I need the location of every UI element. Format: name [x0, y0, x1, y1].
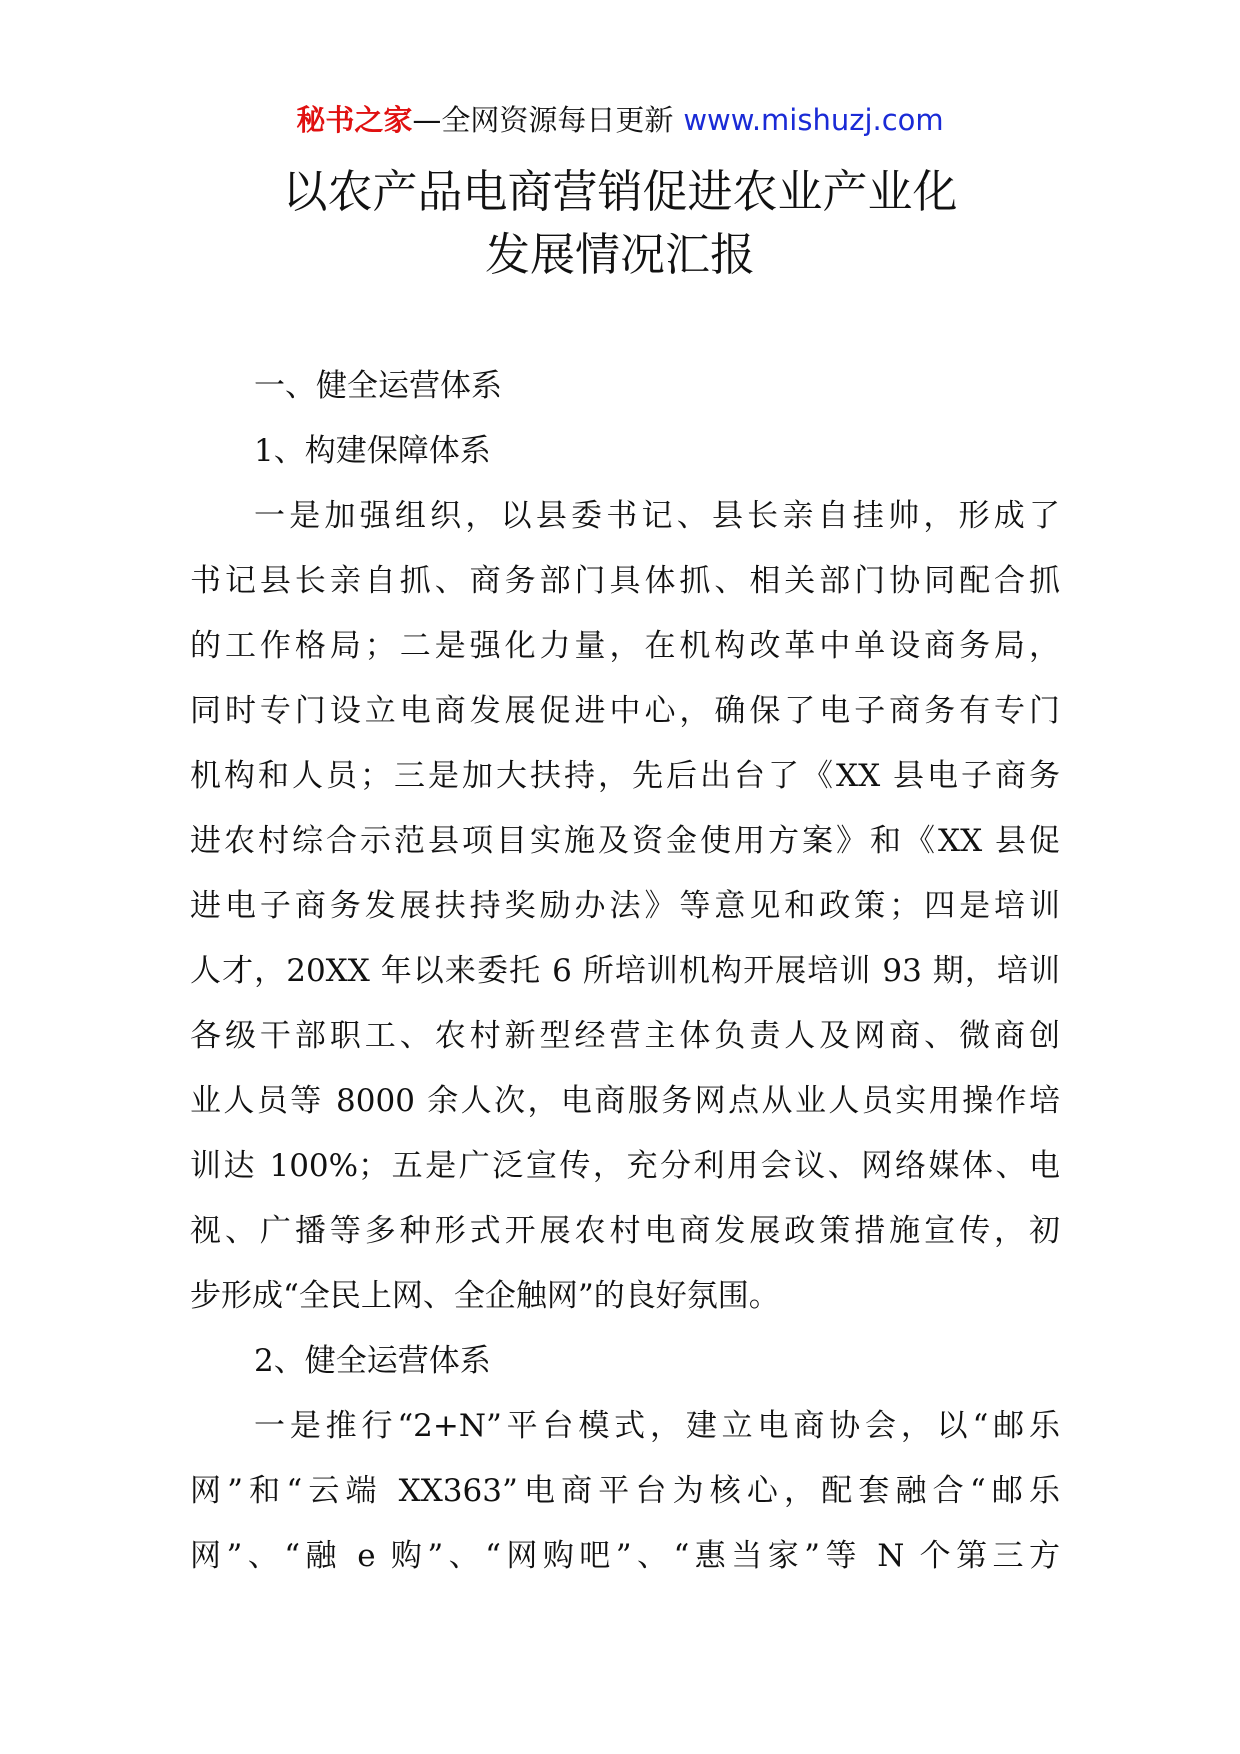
paragraph-line: 一是推行“2+N”平台模式，建立电商协会，以“邮乐 [254, 1408, 1060, 1444]
paragraph-line: 进电子商务发展扶持奖励办法》等意见和政策；四是培训 [190, 888, 1060, 924]
paragraph-line: 业人员等 8000 余人次，电商服务网点从业人员实用操作培 [190, 1083, 1060, 1119]
paragraph-line: 网”、“融 e 购”、“网购吧”、“惠当家”等 N 个第三方 [190, 1538, 1060, 1574]
paragraph-line: 一是加强组织，以县委书记、县长亲自挂帅，形成了 [254, 498, 1060, 534]
document-body [190, 354, 1060, 1589]
paragraph-line: 训达 100%；五是广泛宣传，充分利用会议、网络媒体、电 [190, 1148, 1060, 1184]
paragraph-line: 视、广播等多种形式开展农村电商发展政策措施宣传，初 [190, 1213, 1060, 1249]
section-heading: 一、健全运营体系 [254, 368, 502, 404]
site-url-link[interactable]: www.mishuzj.com [683, 103, 944, 137]
paragraph-line: 步形成“全民上网、全企触网”的良好氛围。 [190, 1278, 780, 1314]
paragraph-line: 机构和人员；三是加大扶持，先后出台了《XX 县电子商务 [190, 758, 1060, 794]
paragraph-line: 同时专门设立电商发展促进中心，确保了电子商务有专门 [190, 693, 1060, 729]
paragraph-line: 人才，20XX 年以来委托 6 所培训机构开展培训 93 期，培训 [190, 953, 1060, 989]
site-header [0, 100, 1240, 140]
subsection-heading: 1、构建保障体系 [254, 433, 491, 469]
paragraph-line: 网”和“云端 XX363”电商平台为核心，配套融合“邮乐 [190, 1473, 1060, 1509]
paragraph-line: 各级干部职工、农村新型经营主体负责人及网商、微商创 [190, 1018, 1060, 1054]
paragraph-line: 进农村综合示范县项目实施及资金使用方案》和《XX 县促 [190, 823, 1060, 859]
paragraph-line: 的工作格局；二是强化力量，在机构改革中单设商务局， [190, 628, 1060, 664]
document-title-line-1: 以农产品电商营销促进农业产业化 [282, 165, 958, 218]
subsection-heading: 2、健全运营体系 [254, 1343, 491, 1379]
brand-name: 秘书之家 [296, 103, 413, 137]
paragraph-line: 书记县长亲自抓、商务部门具体抓、相关部门协同配合抓 [190, 563, 1060, 599]
header-tagline: —全网资源每日更新 [412, 103, 674, 137]
document-title-line-2: 发展情况汇报 [484, 228, 755, 281]
